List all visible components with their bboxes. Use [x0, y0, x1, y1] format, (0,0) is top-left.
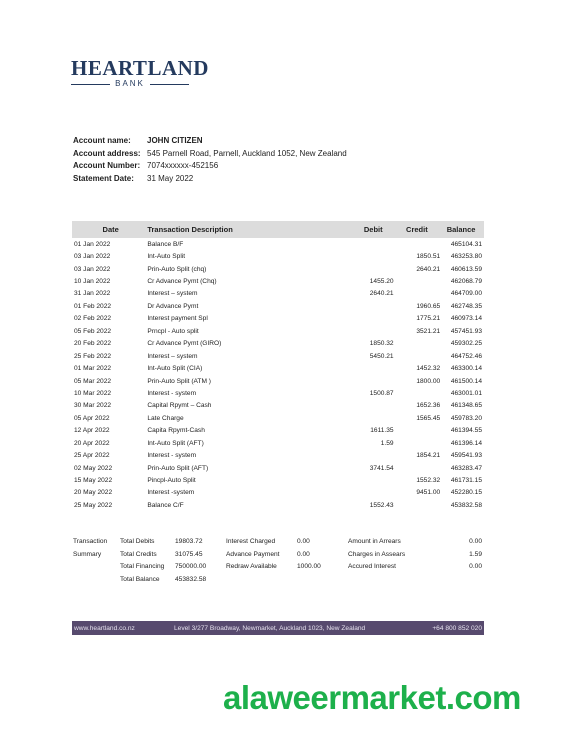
row-credit: 1775.21 — [416, 315, 441, 323]
row-balance: 457451.93 — [450, 327, 482, 335]
row-debit — [353, 362, 394, 374]
total-debits-value: 19803.72 — [175, 538, 203, 545]
redraw-available-label: Redraw Available — [226, 563, 277, 570]
total-financing-label: Total Financing — [120, 563, 165, 570]
table-row — [72, 288, 484, 300]
row-credit: 1854.21 — [416, 452, 441, 460]
table-row — [72, 250, 484, 262]
row-balance: 463001.01 — [450, 389, 482, 397]
row-description: Int-Auto Split (AFT) — [147, 439, 204, 447]
table-row — [72, 362, 484, 374]
logo-sub-text: BANK — [115, 79, 145, 88]
table-row — [72, 325, 484, 337]
table-row — [72, 275, 484, 287]
row-date: 03 Jan 2022 — [74, 265, 111, 273]
summary-labels-interest — [226, 536, 296, 574]
statement-date-label: Statement Date: — [73, 173, 134, 183]
interest-charged-value: 0.00 — [297, 538, 310, 545]
row-credit — [394, 288, 441, 300]
table-row — [72, 425, 484, 437]
account-details — [73, 135, 347, 185]
row-debit — [353, 487, 394, 499]
header-credit: Credit — [394, 221, 441, 238]
charges-in-arrears-value: 1.59 — [469, 550, 482, 558]
row-description: Interest – system — [147, 352, 198, 360]
row-description: Cr Advance Pymt (GIRO) — [147, 340, 222, 348]
row-debit — [353, 375, 394, 387]
table-row — [72, 338, 484, 350]
row-description: Capital Rpymt – Cash — [147, 402, 212, 410]
row-debit: 5450.21 — [369, 352, 394, 360]
row-debit — [353, 238, 394, 250]
row-description: Late Charge — [147, 414, 184, 422]
row-date: 20 Apr 2022 — [74, 439, 110, 447]
row-description: Capita Rpymt-Cash — [147, 427, 205, 435]
advance-payment-value: 0.00 — [297, 550, 310, 558]
summary-values-arrears — [440, 536, 482, 574]
footer-address: Level 3/277 Broadway, Newmarket, Auckland 1023, New Zealand — [174, 624, 366, 632]
row-credit — [394, 462, 441, 474]
row-balance: 463283.47 — [450, 464, 482, 472]
row-description: Interest payment Spl — [147, 315, 208, 323]
row-debit — [353, 313, 394, 325]
header-date: Date — [72, 221, 147, 238]
total-balance-label: Total Balance — [120, 575, 160, 583]
row-debit: 1611.35 — [370, 427, 394, 435]
account-address-label: Account address: — [73, 148, 141, 158]
summary-labels-totals — [120, 536, 166, 586]
row-description: Int-Auto Split — [147, 253, 186, 261]
row-debit: 1850.32 — [369, 340, 394, 348]
row-date: 30 Mar 2022 — [74, 402, 112, 410]
table-row — [72, 387, 484, 399]
table-header-row — [72, 221, 484, 238]
row-credit: 1652.36 — [416, 402, 441, 410]
summary-values-interest — [297, 536, 337, 574]
row-date: 25 May 2022 — [74, 501, 113, 509]
row-date: 05 Feb 2022 — [74, 327, 112, 335]
row-credit — [394, 437, 441, 449]
row-debit — [353, 300, 394, 312]
accrued-interest-value: 0.00 — [469, 563, 482, 570]
footer-website[interactable]: www.heartland.co.nz — [74, 624, 135, 632]
row-date: 20 Feb 2022 — [74, 340, 112, 348]
row-date: 20 May 2022 — [74, 489, 113, 497]
header-balance: Balance — [440, 221, 484, 238]
row-debit: 1500.87 — [369, 389, 394, 397]
row-balance: 463300.14 — [450, 365, 482, 373]
row-description: Interest – system — [147, 290, 198, 298]
logo-sub — [71, 79, 189, 89]
table-row — [72, 313, 484, 325]
row-description: Pincpl-Auto Split — [147, 477, 196, 485]
amount-in-arrears-value: 0.00 — [469, 538, 482, 545]
logo-name: HEARTLAND — [71, 56, 209, 80]
table-row — [72, 375, 484, 387]
accrued-interest-label: Accured Interest — [348, 563, 397, 570]
row-balance: 462068.79 — [450, 278, 482, 286]
table-row — [72, 412, 484, 424]
row-balance: 461396.14 — [450, 439, 482, 447]
row-debit — [353, 449, 394, 461]
statement-date-value: 31 May 2022 — [147, 173, 194, 183]
table-row — [72, 263, 484, 275]
row-balance: 460973.14 — [450, 315, 482, 323]
row-date: 01 Mar 2022 — [74, 365, 112, 373]
row-debit — [353, 250, 394, 262]
row-description: Interest -system — [147, 489, 195, 497]
row-balance: 459302.25 — [450, 340, 482, 348]
row-debit — [353, 412, 394, 424]
logo-rule-left — [71, 84, 110, 85]
row-balance: 464752.46 — [450, 352, 482, 360]
row-balance: 459541.93 — [450, 452, 482, 460]
statement-date-row — [73, 173, 347, 186]
summary-title — [73, 536, 117, 561]
row-credit: 1800.00 — [416, 377, 441, 385]
row-balance: 460613.59 — [450, 265, 482, 273]
row-debit — [353, 325, 394, 337]
total-financing-value: 750000.00 — [175, 563, 207, 570]
row-credit: 2640.21 — [416, 265, 441, 273]
charges-in-arrears-label: Charges in Assears — [348, 550, 406, 558]
row-credit: 1552.32 — [416, 477, 441, 485]
row-debit: 1.59 — [380, 439, 394, 447]
bank-logo — [71, 56, 209, 89]
row-balance: 464709.00 — [450, 290, 482, 298]
row-debit — [353, 400, 394, 412]
row-balance: 452280.15 — [450, 489, 482, 497]
table-row — [72, 400, 484, 412]
header-debit: Debit — [353, 221, 394, 238]
row-date: 25 Apr 2022 — [74, 452, 110, 460]
row-description: Balance C/F — [147, 501, 184, 509]
row-date: 15 May 2022 — [74, 477, 113, 485]
row-credit — [394, 275, 441, 287]
account-name-row — [73, 135, 347, 148]
row-description: Interest - system — [147, 452, 197, 460]
row-date: 05 Mar 2022 — [74, 377, 112, 385]
account-name-label: Account name: — [73, 136, 131, 145]
row-balance: 465104.31 — [450, 240, 482, 248]
row-date: 02 May 2022 — [74, 464, 113, 472]
row-date: 10 Jan 2022 — [74, 278, 111, 286]
row-credit: 1850.51 — [416, 253, 441, 261]
row-credit — [394, 425, 441, 437]
interest-charged-label: Interest Charged — [226, 538, 276, 545]
row-credit: 3521.21 — [416, 327, 441, 335]
summary-title-line: Transaction — [73, 538, 108, 545]
account-address-value: 545 Parnell Road, Parnell, Auckland 1052, New Zealand — [147, 148, 347, 158]
row-balance: 453832.58 — [450, 501, 482, 509]
summary-labels-arrears — [348, 536, 428, 574]
watermark-text: alaweermarket.com — [223, 679, 521, 716]
account-number-row — [73, 160, 347, 173]
row-credit — [394, 338, 441, 350]
row-debit — [353, 474, 394, 486]
footer-bar — [72, 621, 484, 635]
row-description: Prin-Auto Split (AFT) — [147, 464, 209, 472]
row-description: Interest - system — [147, 389, 197, 397]
account-number-value: 7074xxxxxx-452156 — [147, 161, 219, 170]
row-credit: 9451.00 — [416, 489, 441, 497]
header-description: Transaction Description — [147, 221, 353, 238]
row-date: 05 Apr 2022 — [74, 414, 110, 422]
row-balance: 461394.55 — [450, 427, 482, 435]
row-date: 10 Mar 2022 — [74, 389, 112, 397]
account-name-value: JOHN CITIZEN — [147, 136, 203, 145]
row-credit — [394, 238, 441, 250]
table-row — [72, 449, 484, 461]
row-description: Prin-Auto Split (ATM ) — [147, 377, 211, 385]
row-description: Prin-Auto Split (chq) — [147, 265, 207, 273]
account-address-row — [73, 148, 347, 161]
row-balance: 461731.15 — [450, 477, 482, 485]
transactions-table — [72, 221, 484, 512]
row-date: 02 Feb 2022 — [74, 315, 112, 323]
table-row — [72, 300, 484, 312]
row-date: 31 Jan 2022 — [74, 290, 111, 298]
row-credit — [394, 350, 441, 362]
table-row — [72, 437, 484, 449]
row-date: 01 Jan 2022 — [74, 240, 111, 248]
row-date: 03 Jan 2022 — [74, 253, 111, 261]
row-description: Int-Auto Split (CIA) — [147, 365, 203, 373]
row-debit: 1455.20 — [369, 278, 394, 286]
total-balance-value: 453832.58 — [175, 575, 207, 583]
row-debit: 3741.54 — [369, 464, 394, 472]
row-date: 01 Feb 2022 — [74, 302, 112, 310]
table-row — [72, 238, 484, 250]
total-credits-label: Total Credits — [120, 550, 157, 558]
summary-values-totals — [175, 536, 223, 586]
row-credit — [394, 499, 441, 511]
advance-payment-label: Advance Payment — [226, 550, 280, 558]
total-debits-label: Total Debits — [120, 538, 155, 545]
logo-rule-right — [150, 84, 189, 85]
table-row — [72, 462, 484, 474]
row-description: Cr Advance Pymt (Chq) — [147, 278, 217, 286]
total-credits-value: 31075.45 — [175, 550, 203, 558]
row-credit: 1565.45 — [416, 414, 441, 422]
table-row — [72, 499, 484, 511]
summary-title-line: Summary — [73, 550, 102, 558]
row-balance: 462748.35 — [450, 302, 482, 310]
transactions-body — [72, 238, 484, 512]
row-description: Dr Advance Pymt — [147, 302, 199, 310]
table-row — [72, 487, 484, 499]
row-credit: 1452.32 — [416, 365, 441, 373]
row-date: 12 Apr 2022 — [74, 427, 110, 435]
row-debit — [353, 263, 394, 275]
row-debit: 1552.43 — [369, 501, 394, 509]
row-description: Balance B/F — [147, 240, 184, 248]
row-balance: 463253.80 — [450, 253, 482, 261]
redraw-available-value: 1000.00 — [297, 563, 321, 570]
amount-in-arrears-label: Amount in Arrears — [348, 538, 401, 545]
row-balance: 461348.65 — [450, 402, 482, 410]
row-balance: 459783.20 — [450, 414, 482, 422]
footer-phone: +64 800 852 020 — [432, 624, 482, 632]
account-number-label: Account Number: — [73, 161, 141, 170]
row-description: Prncpl - Auto split — [147, 327, 199, 335]
table-row — [72, 474, 484, 486]
row-credit — [394, 387, 441, 399]
table-row — [72, 350, 484, 362]
row-date: 25 Feb 2022 — [74, 352, 112, 360]
row-debit: 2640.21 — [369, 290, 394, 298]
row-balance: 461500.14 — [450, 377, 482, 385]
row-credit: 1960.65 — [416, 302, 441, 310]
